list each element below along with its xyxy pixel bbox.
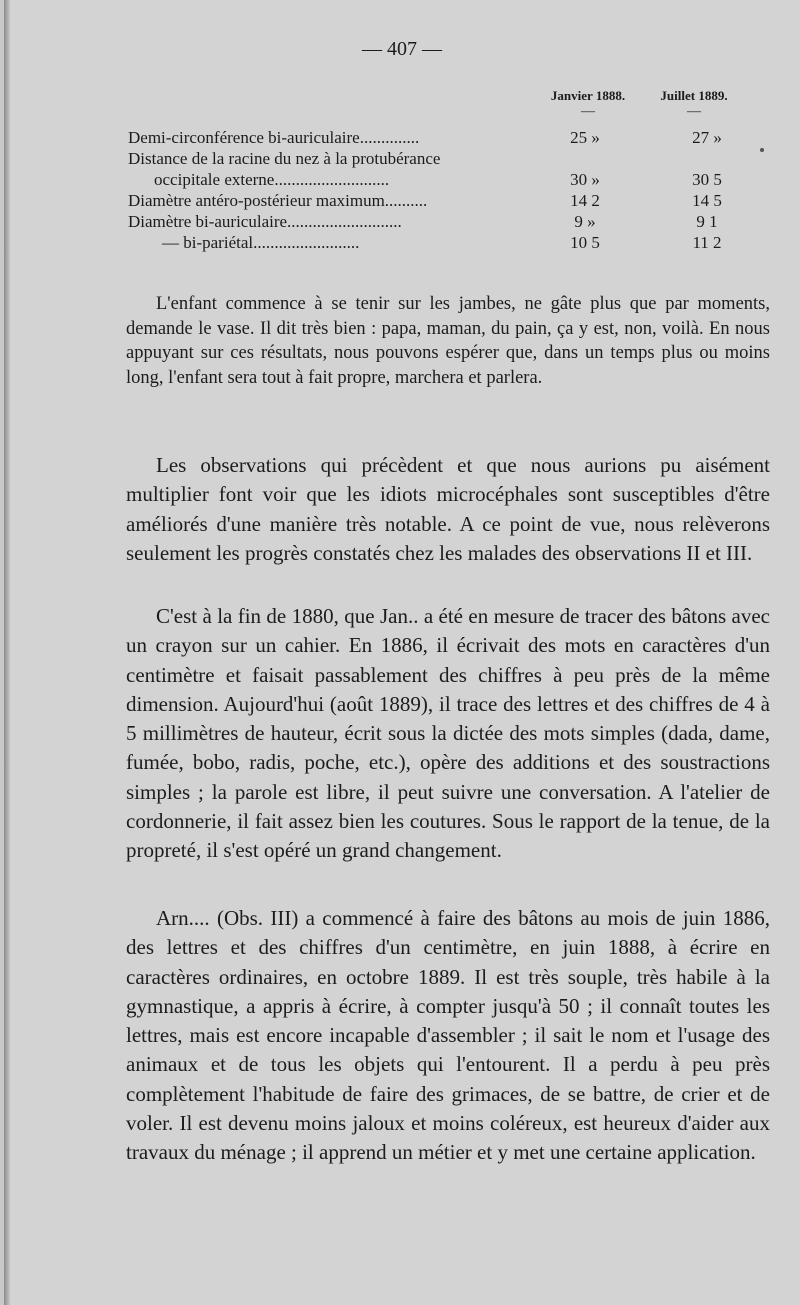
page-gutter-shadow <box>4 0 10 1305</box>
table-cell-1888: 9 » <box>574 212 596 231</box>
table-cell-1888: 30 » <box>570 170 600 189</box>
table-row-label: Demi-circonférence bi-auriculaire.............. <box>128 128 420 147</box>
column-header-juillet-1889: Juillet 1889. <box>660 88 728 103</box>
table-row-label: occipitale externe........................... <box>154 170 390 189</box>
table-cell-1888: 25 » <box>570 128 600 147</box>
table-cell-1889: 27 » <box>692 128 722 147</box>
table-cell-1888: 14 2 <box>570 191 600 210</box>
table-row-label: Diamètre bi-auriculaire........................... <box>128 212 402 231</box>
table-cell-1889: 9 1 <box>696 212 718 231</box>
table-row-label: Distance de la racine du nez à la protubérance <box>128 149 441 168</box>
paragraph-child-progress: L'enfant commence à se tenir sur les jambes, ne gâte plus que par moments, demande le vase. Il dit très bien : papa, maman, du pain, ça y est, non, voilà. En nous appuyant sur ces résultats, nous pouvons espérer que, dans un temps plus ou moins long, l'enfant sera tout à fait propre, marchera et parlera. <box>126 294 770 388</box>
table-cell-1888: 10 5 <box>570 233 600 252</box>
table-cell-1889: 30 5 <box>692 170 722 189</box>
table-row-label: Diamètre antéro-postérieur maximum.......... <box>128 191 428 210</box>
column-header-janvier-1888: Janvier 1888. <box>550 88 626 103</box>
column-dash-1: — <box>581 104 595 119</box>
ink-speck <box>760 148 764 152</box>
table-row-label: — bi-pariétal......................... <box>162 233 360 252</box>
scanned-page <box>4 0 800 1305</box>
paragraph-jan-progress: C'est à la fin de 1880, que Jan.. a été en mesure de tracer des bâtons avec un crayon sur un cahier. En 1886, il écrivait des mots en caractères d'un centimètre et faisait passablement des chiffres à peu près de la même dimension. Aujourd'hui (août 1889), il trace des lettres et des chiffres de 4 à 5 millimètres de hauteur, écrit sous la dictée des mots simples (dada, dame, fumée, bobo, radis, poche, etc.), opère des additions et des soustractions simples ; la parole est libre, il peut suivre une conversation. A l'atelier de cordonnerie, il fait assez bien les coutures. Sous le rapport de la tenue, de la propreté, il s'est opéré un grand changement. <box>126 604 770 863</box>
paragraph-observations-summary: Les observations qui précèdent et que nous aurions pu aisément multiplier font voir que les idiots microcéphales sont susceptibles d'être améliorés d'une manière très notable. A ce point de vue, nous relèverons seulement les progrès constatés chez les malades des observations II et III. <box>126 453 770 565</box>
table-cell-1889: 14 5 <box>692 191 722 210</box>
column-dash-2: — <box>687 104 701 119</box>
paragraph-arn-progress: Arn.... (Obs. III) a commencé à faire des bâtons au mois de juin 1886, des lettres et des chiffres d'un centimètre, en juin 1888, à écrire en caractères ordinaires, en octobre 1889. Il est très souple, très habile à la gymnastique, a appris à écrire, à compter jusqu'à 50 ; il connaît toutes les lettres, mais est encore incapable d'assembler ; il sait le nom et l'usage des animaux et de tous les objets qui l'entourent. Il a perdu à peu près complètement l'habitude de faire des grimaces, de se battre, de crier et de voler. Il est devenu moins jaloux et moins coléreux, est heureux d'aider aux travaux du ménage ; il apprend un métier et y met une certaine application. <box>126 906 770 1165</box>
page-number: — 407 — <box>362 38 442 60</box>
table-cell-1889: 11 2 <box>692 233 722 252</box>
